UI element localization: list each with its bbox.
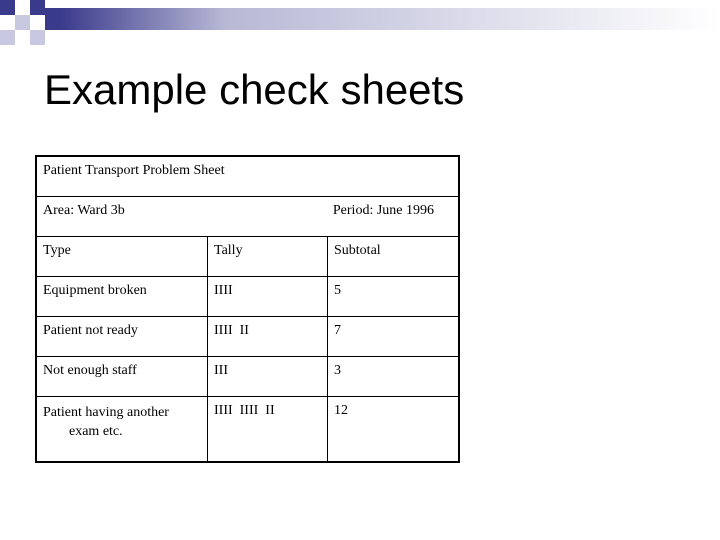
column-header-tally: Tally — [207, 237, 327, 276]
row-tally: IIII II — [207, 317, 327, 356]
header-decoration — [0, 0, 720, 50]
slide-title: Example check sheets — [44, 66, 465, 113]
row-type: Equipment broken — [43, 283, 147, 298]
row-type: Not enough staff — [43, 363, 137, 378]
row-type-line-1: Patient having another — [43, 405, 169, 420]
row-subtotal: 3 — [327, 357, 460, 396]
row-type: Patient not ready — [43, 323, 138, 338]
check-sheet-table — [35, 155, 460, 463]
column-header-row — [37, 237, 458, 277]
sheet-period: Period: June 1996 — [332, 203, 434, 218]
table-row — [37, 277, 458, 317]
column-header-type: Type — [43, 243, 71, 258]
sheet-heading: Patient Transport Problem Sheet — [43, 163, 225, 178]
row-tally: IIII — [207, 277, 327, 316]
sheet-heading-row — [37, 157, 458, 197]
row-tally: III — [207, 357, 327, 396]
row-subtotal: 5 — [327, 277, 460, 316]
row-tally: IIII IIII II — [207, 397, 327, 463]
row-subtotal: 7 — [327, 317, 460, 356]
table-row — [37, 357, 458, 397]
row-subtotal: 12 — [327, 397, 460, 463]
sheet-area: Area: Ward 3b — [43, 203, 125, 218]
row-type-line-2: exam etc. — [69, 424, 123, 439]
table-row — [37, 317, 458, 357]
sheet-info-row — [37, 197, 458, 237]
row-type — [37, 397, 207, 463]
table-row — [37, 397, 458, 463]
column-header-subtotal: Subtotal — [327, 237, 460, 276]
